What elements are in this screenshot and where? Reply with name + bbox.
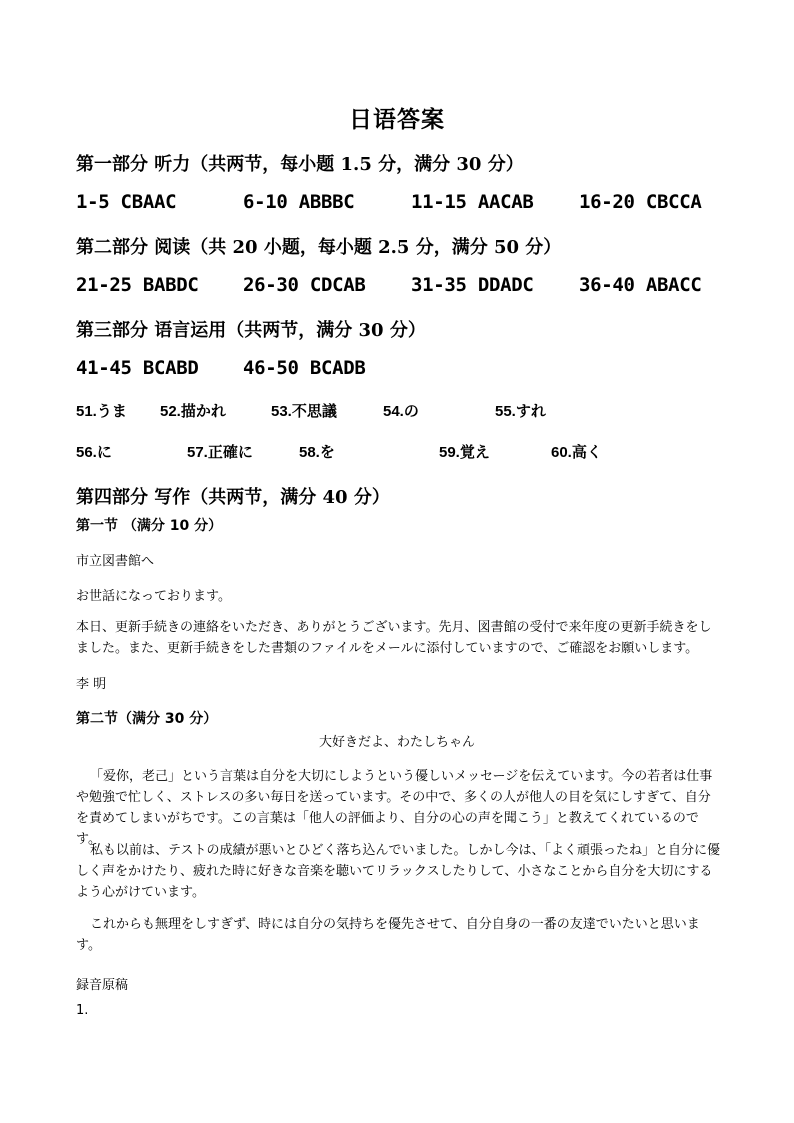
answer-group: 6-10 ABBBC	[243, 191, 355, 213]
letter-recipient: 市立図書館へ	[76, 554, 155, 569]
page-title: 日语答案	[349, 107, 445, 133]
blank-answer: 60.高く	[551, 444, 602, 461]
blank-answer: 56.に	[76, 444, 112, 461]
answer-group: 46-50 BCADB	[243, 357, 366, 379]
answer-group: 21-25 BABDC	[76, 274, 199, 296]
essay-paragraph: 私も以前は、テストの成績が悪いとひどく落ち込んでいました。しかし今は、「よく頑張ったね」と自分に優しく声をかけたり、疲れた時に好きな音楽を聴いてリラックスしたりして、小さなことから自分を大切にするよう心がけています。	[76, 843, 720, 900]
transcript-item-number: 1.	[76, 1003, 89, 1018]
section2-heading: 第二节（满分 30 分）	[76, 711, 218, 727]
part3-heading: 第三部分 语言运用（共两节，满分 30 分）	[76, 320, 426, 341]
part4-heading: 第四部分 写作（共两节，满分 40 分）	[76, 487, 390, 508]
blank-answer: 52.描かれ	[160, 403, 226, 420]
blank-answer: 59.覚え	[439, 444, 490, 461]
answer-group: 41-45 BCABD	[76, 357, 199, 379]
transcript-heading: 録音原稿	[76, 978, 129, 993]
blank-answer: 53.不思議	[271, 403, 337, 420]
blank-answer: 58.を	[299, 444, 335, 461]
blank-answer: 57.正確に	[187, 444, 253, 461]
part2-heading: 第二部分 阅读（共 20 小题，每小题 2.5 分，满分 50 分）	[76, 237, 562, 258]
essay-quote: 「爱你，老己」	[90, 769, 182, 784]
answer-group: 36-40 ABACC	[579, 274, 702, 296]
answer-group: 26-30 CDCAB	[243, 274, 366, 296]
blank-answer: 54.の	[383, 403, 419, 420]
letter-body: 本日、更新手続きの連絡をいただき、ありがとうございます。先月、図書館の受付で来年度の更新手続きをしました。また、更新手続きをした書類のファイルをメールに添付していますので、ご確認をお願いします。	[76, 620, 712, 656]
essay-paragraph: これからも無理をしすぎず、時には自分の気持ちを優先させて、自分自身の一番の友達でいたいと思います。	[76, 917, 700, 953]
answer-group: 31-35 DDADC	[411, 274, 534, 296]
essay-paragraph-text: という言葉は自分を大切にしようという優しいメッセージを伝えています。今の若者は仕事や勉強で忙しく、ストレスの多い毎日を送っています。その中で、多くの人が他人の目を気にしすぎて、自分を責めてしまいがちです。この言葉は「他人の評価より、自分の心の声を聞こう」と教えてくれているのです。	[76, 769, 713, 847]
part1-heading: 第一部分 听力（共两节，每小题 1.5 分，满分 30 分）	[76, 154, 524, 175]
letter-signature: 李 明	[76, 677, 107, 692]
answer-group: 16-20 CBCCA	[579, 191, 702, 213]
section1-heading: 第一节 （满分 10 分）	[76, 518, 223, 534]
answer-group: 1-5 CBAAC	[76, 191, 177, 213]
blank-answer: 51.うま	[76, 403, 127, 420]
letter-greeting: お世話になっております。	[76, 589, 231, 604]
essay-paragraph	[76, 766, 720, 850]
blank-answer: 55.すれ	[495, 403, 546, 420]
essay-title: 大好きだよ、わたしちゃん	[318, 735, 475, 750]
answer-group: 11-15 AACAB	[411, 191, 534, 213]
